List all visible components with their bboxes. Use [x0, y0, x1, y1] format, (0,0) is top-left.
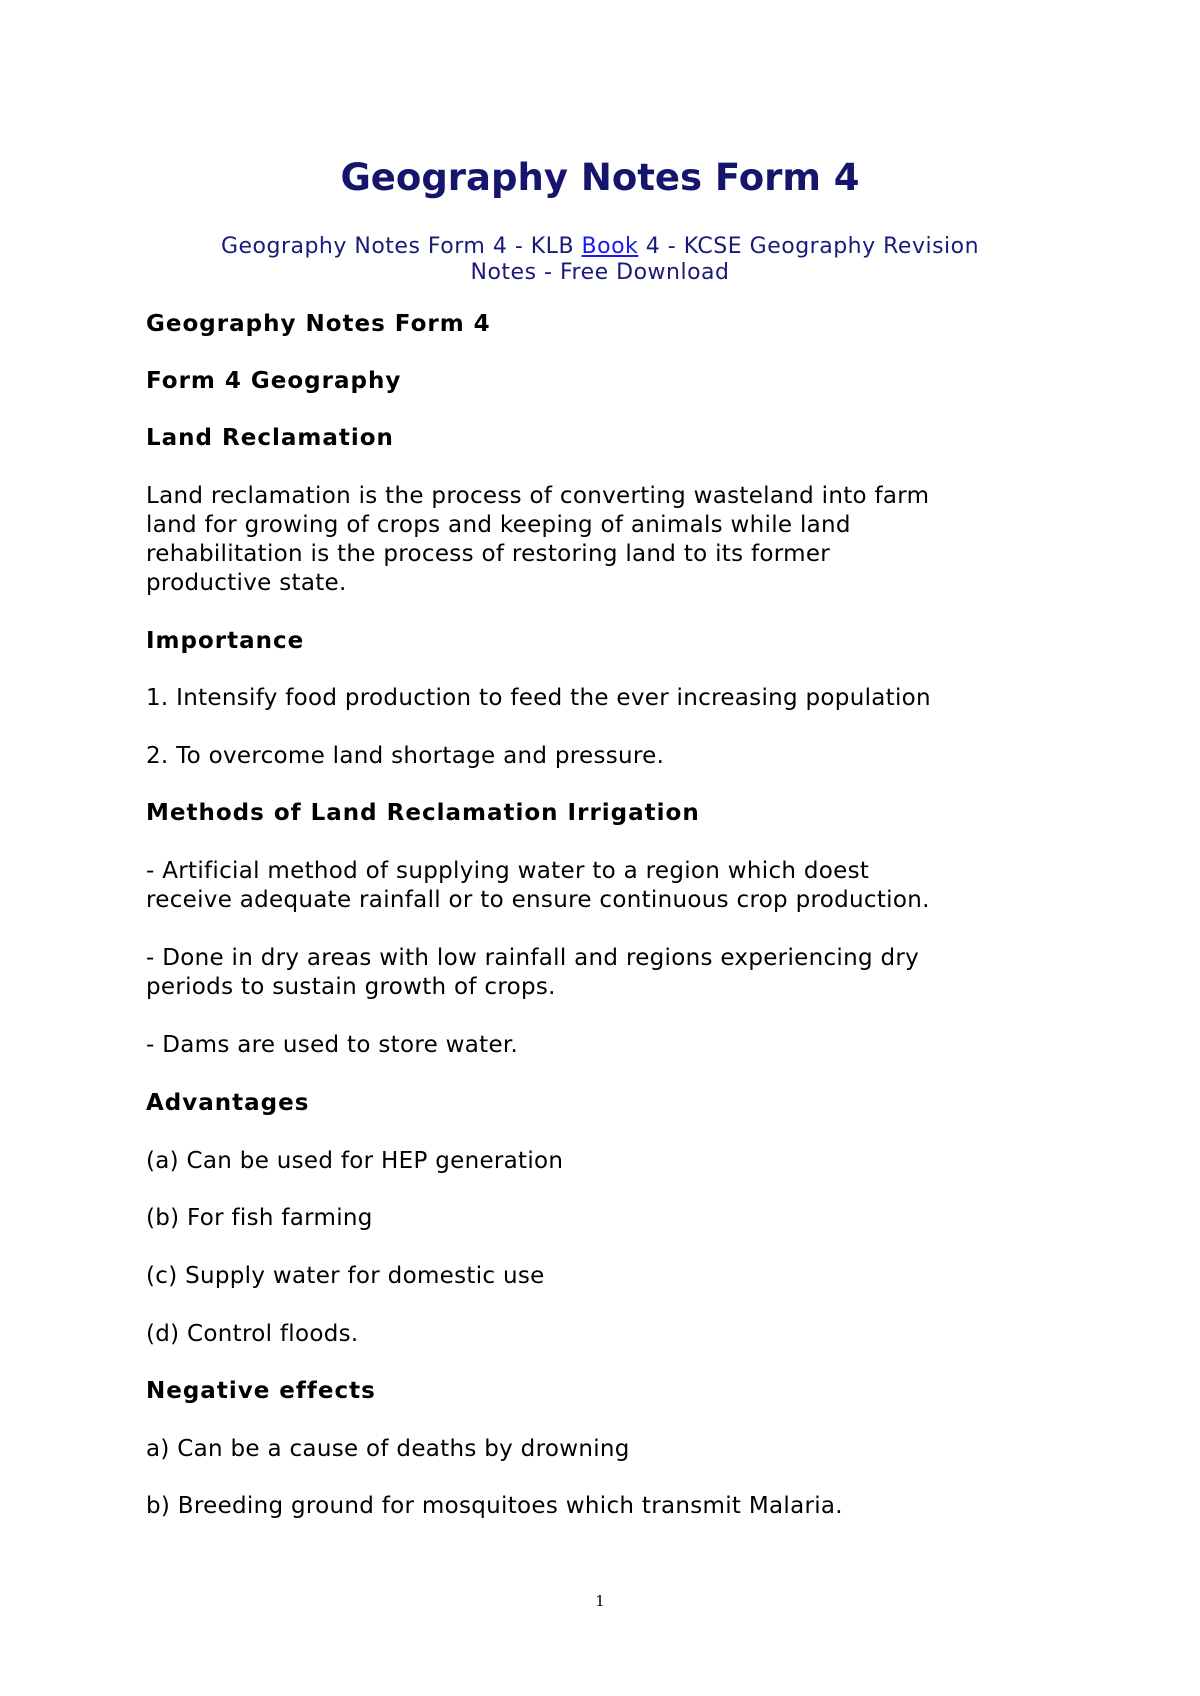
irrigation-point-2: [146, 944, 1076, 1002]
paragraph-land-reclamation: [146, 482, 1076, 598]
paragraph-line: - Artificial method of supplying water to a region which doest: [146, 858, 870, 884]
heading-land-reclamation: Land Reclamation: [146, 425, 394, 451]
paragraph-line: land for growing of crops and keeping of animals while land: [146, 512, 851, 538]
importance-item-1: 1. Intensify food production to feed the ever increasing population: [146, 685, 931, 711]
heading-geography-notes: Geography Notes Form 4: [146, 311, 491, 337]
irrigation-point-3: - Dams are used to store water.: [146, 1032, 519, 1058]
importance-item-2: 2. To overcome land shortage and pressure.: [146, 743, 665, 769]
advantage-item: (d) Control floods.: [146, 1321, 359, 1347]
heading-methods: Methods of Land Reclamation Irrigation: [146, 800, 700, 826]
page-subtitle: [150, 234, 1050, 286]
paragraph-line: periods to sustain growth of crops.: [146, 974, 556, 1000]
heading-negative-effects: Negative effects: [146, 1378, 376, 1404]
subtitle-text-line2: Notes - Free Download: [470, 260, 730, 285]
heading-advantages: Advantages: [146, 1090, 310, 1116]
subtitle-text-end: 4 - KCSE Geography Revision: [638, 234, 980, 259]
paragraph-line: productive state.: [146, 570, 347, 596]
heading-form4-geography: Form 4 Geography: [146, 368, 402, 394]
paragraph-line: - Done in dry areas with low rainfall and regions experiencing dry: [146, 945, 920, 971]
negative-effect-item: a) Can be a cause of deaths by drowning: [146, 1436, 630, 1462]
book-link[interactable]: Book: [581, 234, 639, 259]
subtitle-text-start: Geography Notes Form 4 - KLB: [220, 234, 582, 259]
paragraph-line: receive adequate rainfall or to ensure continuous crop production.: [146, 887, 930, 913]
page-title: Geography Notes Form 4: [340, 156, 860, 199]
irrigation-point-1: [146, 857, 1076, 915]
heading-importance: Importance: [146, 628, 305, 654]
advantage-item: (c) Supply water for domestic use: [146, 1263, 545, 1289]
paragraph-line: Land reclamation is the process of converting wasteland into farm: [146, 483, 930, 509]
negative-effect-item: b) Breeding ground for mosquitoes which transmit Malaria.: [146, 1493, 843, 1519]
advantage-item: (b) For fish farming: [146, 1205, 373, 1231]
paragraph-line: rehabilitation is the process of restoring land to its former: [146, 541, 831, 567]
advantage-item: (a) Can be used for HEP generation: [146, 1148, 564, 1174]
page-number: 1: [595, 1592, 605, 1610]
